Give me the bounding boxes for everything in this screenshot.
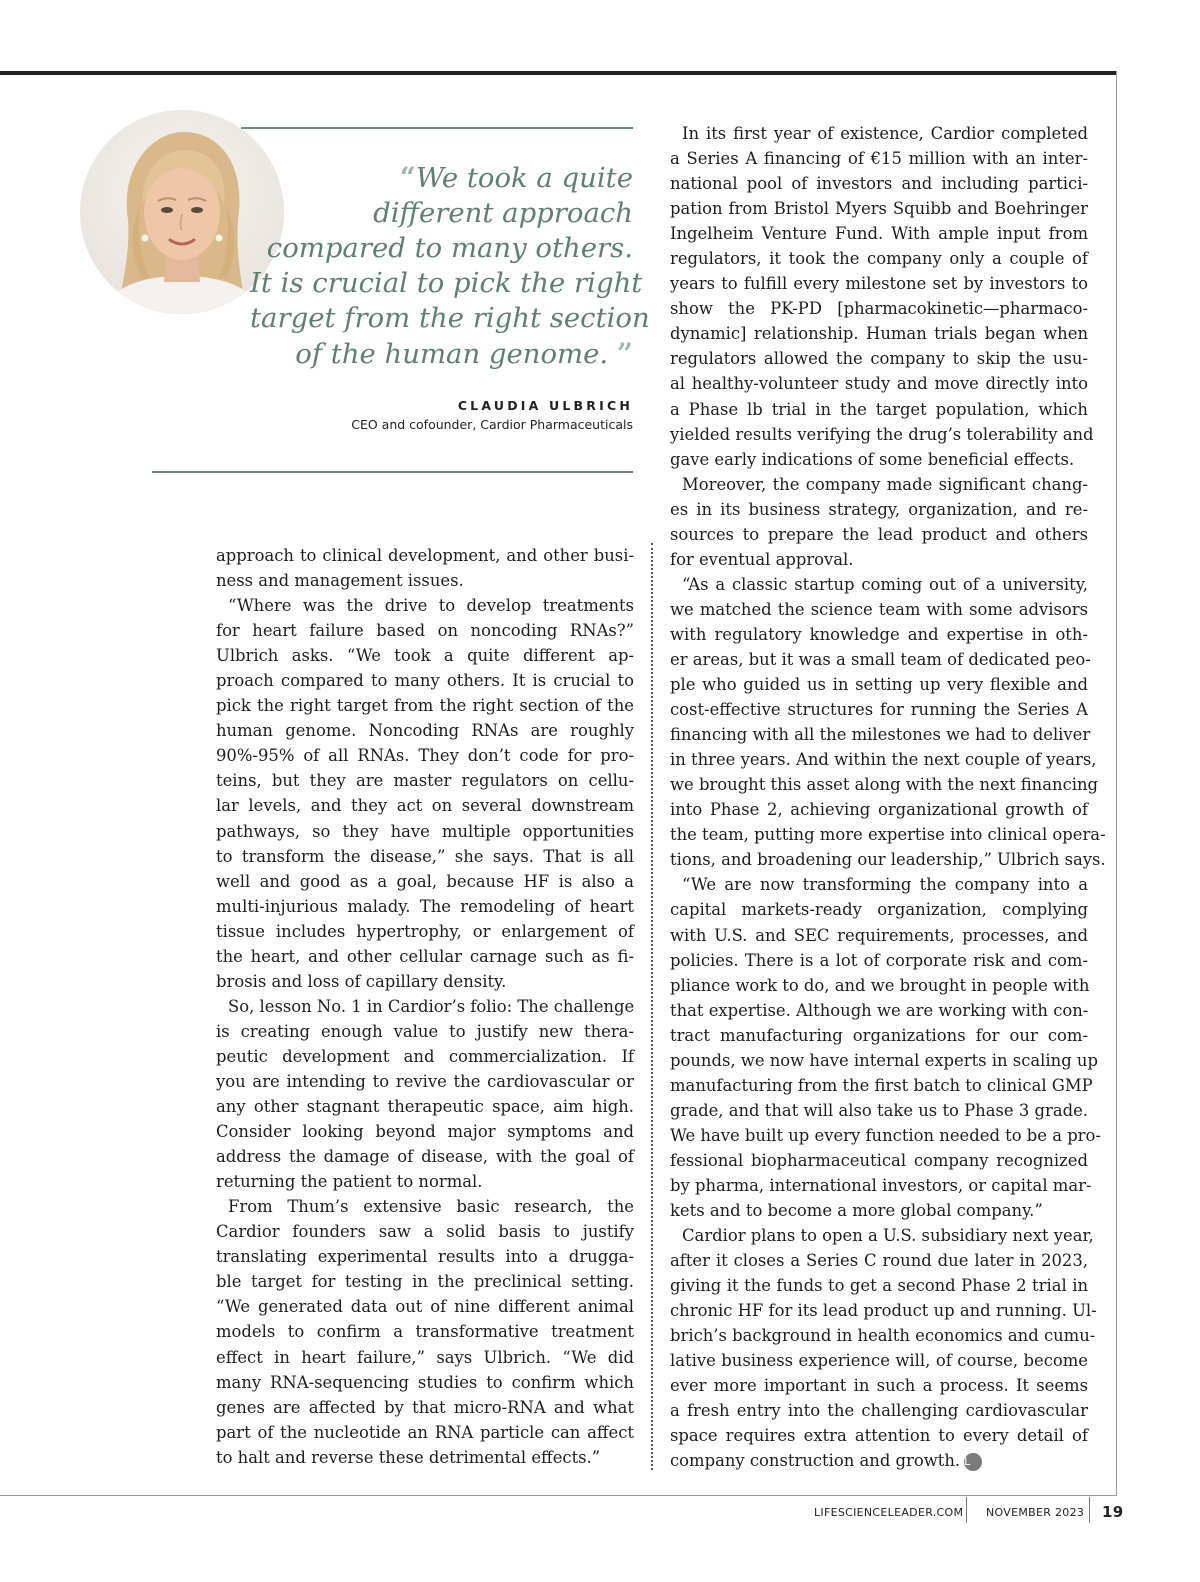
- text-line-content: ble target for testing in the preclinical setting.: [216, 1272, 634, 1292]
- text-line-content: So, lesson No. 1 in Cardior’s folio: The challenge: [228, 996, 635, 1016]
- text-line: [216, 844, 634, 869]
- pullquote-rule-bottom: [152, 471, 633, 473]
- text-line: [216, 568, 634, 593]
- text-line-content: national pool of investors and including partici-: [670, 174, 1088, 194]
- text-line-content: years to fulfill every milestone set by investors to: [670, 274, 1088, 294]
- text-line: [216, 1219, 634, 1244]
- pullquote-line: different approach: [373, 197, 633, 229]
- text-line-content: ness and management issues.: [216, 571, 464, 591]
- text-line: [216, 1169, 634, 1194]
- text-line-content: with regulatory knowledge and expertise in oth-: [670, 624, 1088, 644]
- text-line: [670, 1423, 1088, 1448]
- text-line: [216, 643, 634, 668]
- text-line: [216, 894, 634, 919]
- text-line: [670, 948, 1088, 973]
- text-line: [216, 944, 634, 969]
- text-line: [216, 618, 634, 643]
- text-line: [670, 171, 1088, 196]
- text-line: [670, 296, 1088, 321]
- text-line-content: gave early indications of some beneficial effects.: [670, 449, 1075, 469]
- text-line: [216, 543, 634, 568]
- right-text-column: [670, 121, 1106, 1474]
- text-line-content: is creating enough value to justify new thera-: [216, 1021, 634, 1041]
- text-line-content: to halt and reverse these detrimental effects.”: [216, 1447, 601, 1467]
- text-line: [670, 1098, 1088, 1123]
- text-line: [670, 1348, 1088, 1373]
- text-line: [216, 1094, 634, 1119]
- text-line-content: regulators, it took the company only a couple of: [670, 249, 1088, 269]
- text-line-content: lar levels, and they act on several downstream: [216, 796, 634, 816]
- text-line: [670, 346, 1088, 371]
- text-line-content: pliance work to do, and we brought in people with: [670, 975, 1090, 995]
- footer-issue-date: NOVEMBER 2023: [986, 1506, 1085, 1519]
- text-line: [670, 447, 1088, 472]
- text-line: [670, 872, 1088, 897]
- text-line-content: Moreover, the company made significant chang-: [682, 474, 1088, 494]
- text-line: [670, 1023, 1088, 1048]
- text-line: [216, 693, 634, 718]
- text-line: [216, 718, 634, 743]
- text-line: [670, 522, 1088, 547]
- pullquote-line: It is crucial to pick the right: [250, 267, 643, 299]
- text-line: [670, 1323, 1096, 1348]
- footer-website: LIFESCIENCELEADER.COM: [814, 1506, 964, 1519]
- text-line: [670, 722, 1091, 747]
- text-line: [216, 1345, 634, 1370]
- text-line: [670, 397, 1088, 422]
- text-line-content: for heart failure based on noncoding RNAs?”: [216, 621, 634, 641]
- text-line-content: lative business experience will, of course, become: [670, 1351, 1088, 1371]
- text-line-content: a Series A financing of €15 million with an inter-: [670, 149, 1088, 169]
- text-line: [216, 1244, 634, 1269]
- pullquote-rule-top: [241, 127, 633, 129]
- text-line-content: in three years. And within the next couple of years,: [670, 750, 1097, 770]
- text-line-content: In its first year of existence, Cardior completed: [682, 124, 1088, 143]
- text-line-content: to transform the disease,” she says. That is all: [216, 846, 634, 866]
- text-line-content: cost-effective structures for running the Series A: [670, 700, 1088, 720]
- text-line: [670, 196, 1088, 221]
- text-line-content: kets and to become a more global company.”: [670, 1201, 1043, 1221]
- text-line: [670, 371, 1088, 396]
- text-line: [670, 923, 1088, 948]
- pullquote-attribution-role: CEO and cofounder, Cardior Pharmaceuticals: [351, 417, 633, 432]
- text-line: [670, 647, 1091, 672]
- text-line-content: Consider looking beyond major symptoms and: [216, 1122, 634, 1142]
- text-line: [670, 1248, 1088, 1273]
- text-line-content: grade, and that will also take us to Phase 3 grade.: [670, 1100, 1088, 1120]
- text-line: [216, 1319, 634, 1344]
- text-line: [216, 1194, 634, 1219]
- text-line: [216, 1144, 634, 1169]
- text-line: [216, 1269, 634, 1294]
- text-line-content: manufacturing from the first batch to clinical GMP: [670, 1075, 1093, 1095]
- text-line: [216, 1370, 634, 1395]
- pullquote-line-text: We took a quite: [415, 162, 633, 194]
- text-line: [216, 1119, 634, 1144]
- pullquote-attribution-name: CLAUDIA ULBRICH: [457, 398, 633, 413]
- text-line: [670, 497, 1088, 522]
- text-line: [670, 422, 1094, 447]
- text-line: [670, 697, 1088, 722]
- text-line-content: al healthy-volunteer study and move directly into: [670, 374, 1088, 394]
- text-line-content: translating experimental results into a drugga-: [216, 1247, 634, 1267]
- text-line-content: multi-injurious malady. The remodeling of heart: [216, 896, 634, 916]
- text-line-content: “Where was the drive to develop treatments: [228, 596, 634, 616]
- text-line: [670, 221, 1088, 246]
- text-line: [670, 672, 1088, 697]
- text-line-content: capital markets-ready organization, complying: [670, 900, 1088, 920]
- text-line-content: 90%-95% of all RNAs. They don’t code for pro-: [216, 746, 634, 766]
- text-line-content: sources to prepare the lead product and others: [670, 524, 1088, 544]
- text-line: [670, 1223, 1094, 1248]
- text-line-content: genes are affected by that micro-RNA and what: [216, 1397, 634, 1417]
- text-line-content: financing with all the milestones we had to deliver: [670, 725, 1091, 745]
- end-of-article-icon: L: [964, 1453, 982, 1471]
- text-line-content: From Thum’s extensive basic research, the: [228, 1197, 634, 1217]
- text-line-content: regulators allowed the company to skip the usu-: [670, 349, 1088, 369]
- open-quote-mark: “: [399, 161, 416, 194]
- text-line-content: chronic HF for its lead product up and running. Ul-: [670, 1301, 1097, 1321]
- text-line-content: you are intending to revive the cardiovascular or: [216, 1071, 634, 1091]
- pullquote-line: target from the right section: [250, 302, 650, 334]
- pullquote-line: compared to many others.: [266, 232, 633, 264]
- text-line-content: Ingelheim Venture Fund. With ample input from: [670, 224, 1088, 244]
- text-line: [216, 919, 634, 944]
- footer-rule: [0, 1495, 1117, 1496]
- page-number: 19: [1102, 1503, 1124, 1521]
- text-line-content: ever more important in such a process. It seems: [670, 1376, 1088, 1396]
- text-line-content: es in its business strategy, organization, and re-: [670, 499, 1088, 519]
- text-line: [216, 1445, 634, 1470]
- footer-separator: [966, 1497, 967, 1523]
- text-line-content: for eventual approval.: [670, 549, 854, 569]
- text-line-content: the heart, and other cellular carnage such as fi-: [216, 946, 634, 966]
- text-line: [670, 547, 1088, 572]
- text-line-content: giving it the funds to get a second Phase 2 trial in: [670, 1276, 1088, 1296]
- text-line: [670, 1148, 1088, 1173]
- text-line-content: many RNA-sequencing studies to confirm which: [216, 1372, 634, 1392]
- text-line: [670, 1173, 1092, 1198]
- text-line-content: fessional biopharmaceutical company recognized: [670, 1150, 1088, 1170]
- text-line: [670, 998, 1088, 1023]
- pullquote-line: [250, 160, 633, 196]
- text-line: [670, 572, 1088, 597]
- close-quote-mark: ”: [616, 337, 633, 370]
- text-line-content: models to confirm a transformative treatment: [216, 1322, 634, 1342]
- left-text-column: [216, 543, 634, 1470]
- text-line: [216, 593, 634, 618]
- text-line: [670, 1073, 1093, 1098]
- text-line: [216, 668, 634, 693]
- text-line: [216, 869, 634, 894]
- pullquote-line-text: of the human genome.: [295, 338, 609, 370]
- text-line: [670, 1123, 1101, 1148]
- text-line-content: tract manufacturing organizations for our com-: [670, 1025, 1088, 1045]
- text-line: [670, 597, 1088, 622]
- text-line-content: any other stagnant therapeutic space, aim high.: [216, 1097, 634, 1117]
- text-line-content: tissue includes hypertrophy, or enlargement of: [216, 921, 634, 941]
- text-line: [216, 1069, 634, 1094]
- text-line-content: that expertise. Although we are working with con-: [670, 1000, 1089, 1020]
- text-line: [216, 743, 634, 768]
- text-line: [670, 622, 1088, 647]
- text-line-content: a Phase lb trial in the target population, which: [670, 399, 1088, 419]
- top-rule: [0, 71, 1117, 75]
- text-line-content: well and good as a goal, because HF is also a: [216, 871, 634, 891]
- text-line-content: We have built up every function needed to be a pro-: [670, 1125, 1101, 1145]
- column-divider: [651, 543, 653, 1470]
- text-line: [216, 1019, 634, 1044]
- text-line-content: Ulbrich asks. “We took a quite different ap-: [216, 646, 634, 666]
- text-line-content: er areas, but it was a small team of dedicated peo-: [670, 649, 1091, 669]
- text-line-content: pounds, we now have internal experts in scaling up: [670, 1050, 1098, 1070]
- text-line: [216, 793, 634, 818]
- text-line: [670, 246, 1088, 271]
- text-line-content: we brought this asset along with the next financing: [670, 775, 1099, 795]
- text-line: [216, 1395, 634, 1420]
- text-line-content: company construction and growth.: [670, 1451, 961, 1471]
- text-line-content: show the PK-PD [pharmacokinetic—pharmaco-: [670, 299, 1088, 319]
- text-line: [670, 472, 1088, 497]
- text-line: [670, 1048, 1098, 1073]
- text-line: [670, 1273, 1088, 1298]
- text-line: [670, 822, 1106, 847]
- text-line-content: “We are now transforming the company into a: [682, 875, 1088, 895]
- text-line-content: “We generated data out of nine different animal: [216, 1297, 634, 1317]
- text-line: [216, 994, 634, 1019]
- text-line-content: proach compared to many others. It is crucial to: [216, 671, 634, 691]
- text-line-content: tions, and broadening our leadership,” Ulbrich says.: [670, 850, 1106, 870]
- text-line: [670, 1448, 1088, 1473]
- text-line: [670, 1298, 1097, 1323]
- text-line: [216, 969, 634, 994]
- text-line: [670, 1198, 1088, 1223]
- text-line-content: peutic development and commercialization. If: [216, 1046, 634, 1066]
- text-line-content: with U.S. and SEC requirements, processes, and: [670, 925, 1088, 945]
- text-line: [216, 1044, 634, 1069]
- text-line: [670, 1398, 1088, 1423]
- text-line-content: “As a classic startup coming out of a university,: [682, 574, 1088, 594]
- text-line: [670, 1373, 1088, 1398]
- text-line-content: teins, but they are master regulators on cellu-: [216, 771, 634, 791]
- text-line: [670, 146, 1088, 171]
- pullquote: [250, 160, 650, 372]
- text-line-content: a fresh entry into the challenging cardiovascular: [670, 1401, 1088, 1421]
- text-line-content: ple who guided us in setting up very flexible and: [670, 675, 1088, 695]
- text-line-content: Cardior founders saw a solid basis to justify: [216, 1222, 634, 1242]
- text-line: [670, 772, 1099, 797]
- text-line: [216, 768, 634, 793]
- text-line-content: policies. There is a lot of corporate risk and com-: [670, 950, 1088, 970]
- text-line-content: part of the nucleotide an RNA particle can affect: [216, 1422, 634, 1442]
- text-line-content: brosis and loss of capillary density.: [216, 971, 507, 991]
- text-line: [670, 897, 1088, 922]
- text-line-content: returning the patient to normal.: [216, 1172, 483, 1192]
- text-line-content: approach to clinical development, and other busi-: [216, 546, 634, 565]
- text-line-content: by pharma, international investors, or capital mar-: [670, 1175, 1092, 1195]
- text-line: [670, 747, 1097, 772]
- text-line: [216, 1294, 634, 1319]
- text-line: [216, 1420, 634, 1445]
- text-line-content: after it closes a Series C round due later in 2023,: [670, 1251, 1088, 1271]
- text-line-content: dynamic] relationship. Human trials began when: [670, 324, 1088, 344]
- text-line-content: pick the right target from the right section of the: [216, 696, 634, 716]
- text-line-content: into Phase 2, achieving organizational growth of: [670, 800, 1088, 820]
- text-line-content: pathways, so they have multiple opportunities: [216, 821, 634, 841]
- text-line: [670, 847, 1106, 872]
- text-line-content: human genome. Noncoding RNAs are roughly: [216, 721, 634, 741]
- text-line: [670, 121, 1088, 146]
- text-line-content: effect in heart failure,” says Ulbrich. “We did: [216, 1347, 634, 1367]
- text-line: [216, 819, 634, 844]
- text-line-content: yielded results verifying the drug’s tolerability and: [670, 424, 1094, 444]
- text-line-content: the team, putting more expertise into clinical opera-: [670, 825, 1106, 845]
- text-line: [670, 973, 1088, 998]
- text-line-content: brich’s background in health economics and cumu-: [670, 1326, 1096, 1346]
- text-line: [670, 797, 1088, 822]
- text-line-content: Cardior plans to open a U.S. subsidiary next year,: [682, 1226, 1094, 1246]
- text-line-content: we matched the science team with some advisors: [670, 599, 1088, 619]
- pullquote-line: [250, 336, 633, 372]
- text-line-content: address the damage of disease, with the goal of: [216, 1147, 634, 1167]
- text-line: [670, 321, 1088, 346]
- text-line-content: pation from Bristol Myers Squibb and Boehringer: [670, 199, 1088, 219]
- text-line: [670, 271, 1088, 296]
- footer-separator: [1089, 1497, 1090, 1523]
- text-line-content: space requires extra attention to every detail of: [670, 1426, 1088, 1446]
- right-margin-rule: [1116, 71, 1117, 1496]
